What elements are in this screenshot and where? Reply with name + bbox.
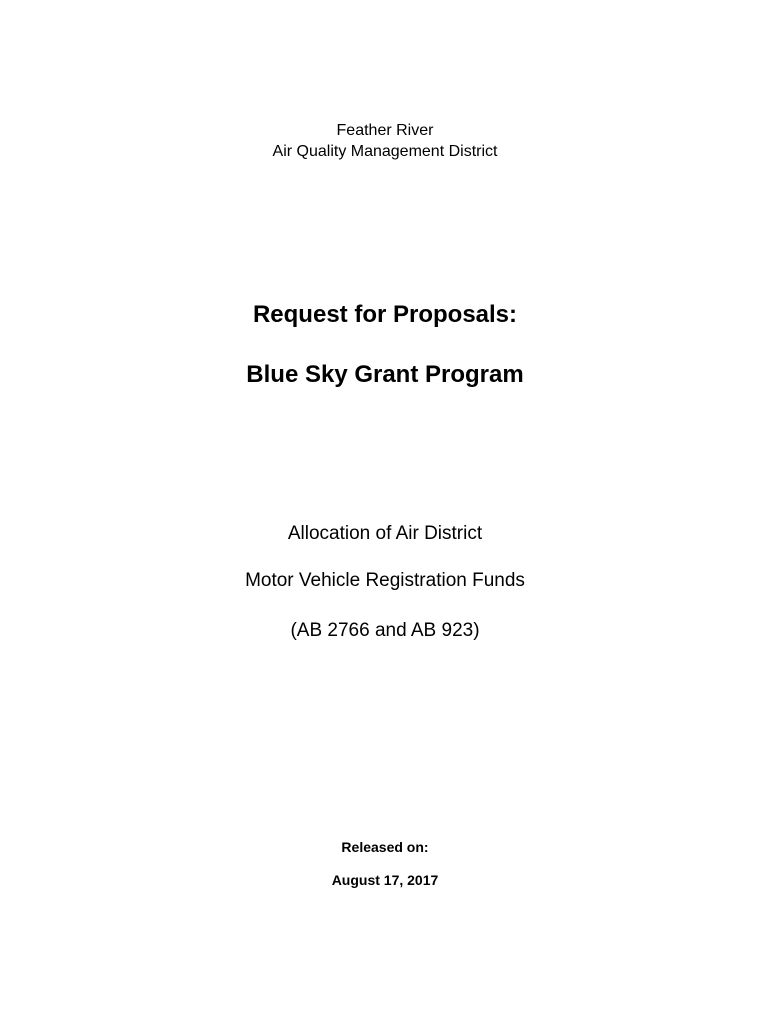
document-title: Request for Proposals: <box>252 301 518 328</box>
description-line-2: Motor Vehicle Registration Funds <box>245 570 525 591</box>
description-line-3: (AB 2766 and AB 923) <box>290 620 480 641</box>
org-name-line-2: Air Quality Management District <box>272 143 498 160</box>
release-label: Released on: <box>341 839 429 855</box>
program-title: Blue Sky Grant Program <box>246 361 524 388</box>
release-date: August 17, 2017 <box>331 872 439 888</box>
org-name-line-1: Feather River <box>336 122 434 139</box>
description-line-1: Allocation of Air District <box>287 523 483 544</box>
